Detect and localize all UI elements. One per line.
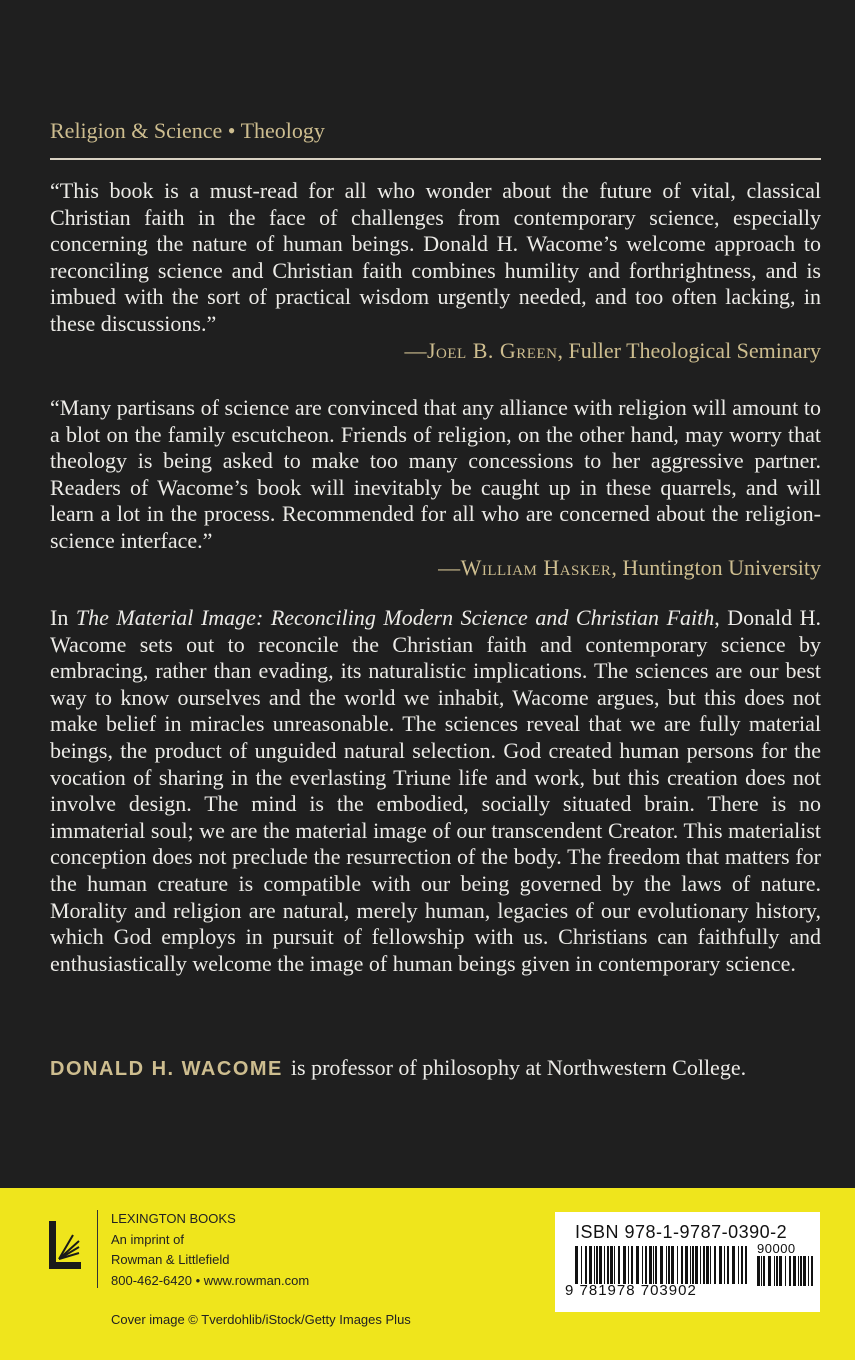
divider [50,158,821,160]
author-name: DONALD H. WACOME [50,1058,283,1080]
barcode-bar [703,1246,705,1284]
barcode-bar [811,1256,813,1286]
publisher-info [111,1209,309,1291]
barcode-bar [785,1256,786,1286]
barcode-bar [631,1246,633,1284]
barcode-bar [685,1246,688,1284]
barcode-bar [745,1246,747,1284]
description-lead: In [50,605,76,630]
barcode-bar [666,1246,667,1284]
barcode-bar [800,1256,802,1286]
endorsement-1-text: “This book is a must-read for all who wonder about the future of vital, classical Christian faith in the face of challenges from contemporary science, especially concerning the nature of human beings. Donald H. Wacome’s welcome approach to reconciling science and Christian faith combines humility and forthrightness, and is imbued with the sort of practical wisdom urgently needed, and too often lacking, in these discussions.” [50,178,821,336]
isbn-label: ISBN 978-1-9787-0390-2 [575,1222,788,1242]
barcode-bar [660,1246,663,1284]
publisher-divider [97,1210,98,1288]
barcode-bar [768,1256,771,1286]
barcode-bar [808,1256,809,1286]
barcode-bar [604,1246,605,1284]
barcode-bar [719,1246,722,1284]
category-label: Religion & Science • Theology [50,118,325,143]
barcode-bar [793,1256,796,1286]
barcode-bar [677,1246,678,1284]
barcode-bar [763,1256,765,1286]
barcode-bar [610,1246,613,1284]
barcode-bar [645,1246,647,1284]
publisher-parent: Rowman & Littlefield [111,1252,230,1267]
barcode-bar [700,1246,701,1284]
publisher-contact: 800-462-6420 • www.rowman.com [111,1272,310,1288]
barcode-bar [671,1246,674,1284]
barcode-bar [727,1246,729,1284]
price-code: 90000 [757,1241,796,1256]
barcode-bar [776,1256,778,1286]
barcode-bar [623,1246,626,1284]
endorsement-1 [50,178,821,364]
barcode-bar [724,1246,725,1284]
barcode-bar [653,1246,654,1284]
cover-credit: Cover image © Tverdohlib/iStock/Getty Images Plus [111,1312,411,1327]
barcode-bar [695,1246,698,1284]
barcode-bar [585,1246,587,1284]
barcode-bar [774,1256,775,1286]
endorsement-1-author: —Joel B. Green [404,337,558,363]
author-bio [50,1055,821,1083]
barcode-bar [714,1246,716,1284]
barcode-bar [599,1246,602,1284]
author-bio-text: is professor of philosophy at Northwestern College. [290,1055,747,1080]
barcode-bar [642,1246,643,1284]
barcode-bar [649,1246,652,1284]
barcode-bar [681,1246,683,1284]
barcode-bar [575,1246,578,1284]
description-body: , Donald H. Wacome sets out to reconcile the Christian faith and contemporary science by embracing, rather than evading, its naturalistic implications. The sciences are our best way to know ourselves and the world we inhabit, Wacome argues, but this does not make belief in miracles unreasonable. The sciences reveal that we are fully material beings, the product of unguided natural selection. God created human persons for the vocation of sharing in the everlasting Triune life and work, but this creation does not involve design. The mind is the embodied, socially situated brain. There is no immaterial soul; we are the material image of our transcendent Creator. This materialist conception does not preclude the resurrection of the body. The freedom that matters for the human creature is compatible with our being governed by the laws of nature. Morality and religion are natural, merely human, legacies of our evolutionary history, which God employs in pursuit of fellowship with us. Christians can faithfully and enthusiastically welcome the image of human beings given in contemporary science. [50,605,821,976]
endorsement-2-affiliation: , Huntington University [611,554,821,580]
barcode-bar [761,1256,762,1286]
barcode-bar [732,1246,735,1284]
barcode-bar [628,1246,629,1284]
barcode-bar [690,1246,691,1284]
barcode-bar [596,1246,598,1284]
barcode-bar [668,1246,670,1284]
endorsement-2-author: —William Hasker [438,554,612,580]
barcode-bar [607,1246,609,1284]
barcode-bar [618,1246,620,1284]
book-description [50,605,821,977]
endorsement-2 [50,395,821,581]
endorsement-1-attribution [50,338,821,364]
barcode-bar [655,1246,657,1284]
barcode-number: 9 781978 703902 [565,1282,697,1299]
barcode-bar [581,1246,582,1284]
barcode-bar [757,1256,760,1286]
barcode-bar [779,1256,782,1286]
barcode-bar [614,1246,615,1284]
barcode-bar [636,1246,639,1284]
book-title: The Material Image: Reconciling Modern Science and Christian Faith [75,605,715,630]
barcode-bar [706,1246,709,1284]
barcode-bar [789,1256,791,1286]
barcode-bar [803,1256,806,1286]
barcode-bar [741,1246,743,1284]
barcode-bar [589,1246,592,1284]
barcode-icon [575,1246,747,1284]
barcode-bar [710,1246,711,1284]
lexington-logo-icon [49,1221,81,1269]
endorsement-2-attribution [50,555,821,581]
barcode-bar [798,1256,799,1286]
price-barcode-icon [757,1256,813,1296]
endorsement-1-affiliation: , Fuller Theological Seminary [557,337,821,363]
barcode-bar [594,1246,595,1284]
barcode-bar [738,1246,739,1284]
barcode-bar [692,1246,694,1284]
endorsement-2-text: “Many partisans of science are convinced that any alliance with religion will amount to a blot on the family escutcheon. Friends of religion, on the other hand, may worry that theology is being asked to make too many concessions to her aggressive partner. Readers of Wacome’s book will inevitably be caught up in these quarrels, and will learn a lot in the process. Recommended for all who are concerned about the religion-science interface.” [50,395,821,553]
publisher-name: LEXINGTON BOOKS [111,1211,236,1226]
publisher-imprint: An imprint of [111,1231,184,1247]
